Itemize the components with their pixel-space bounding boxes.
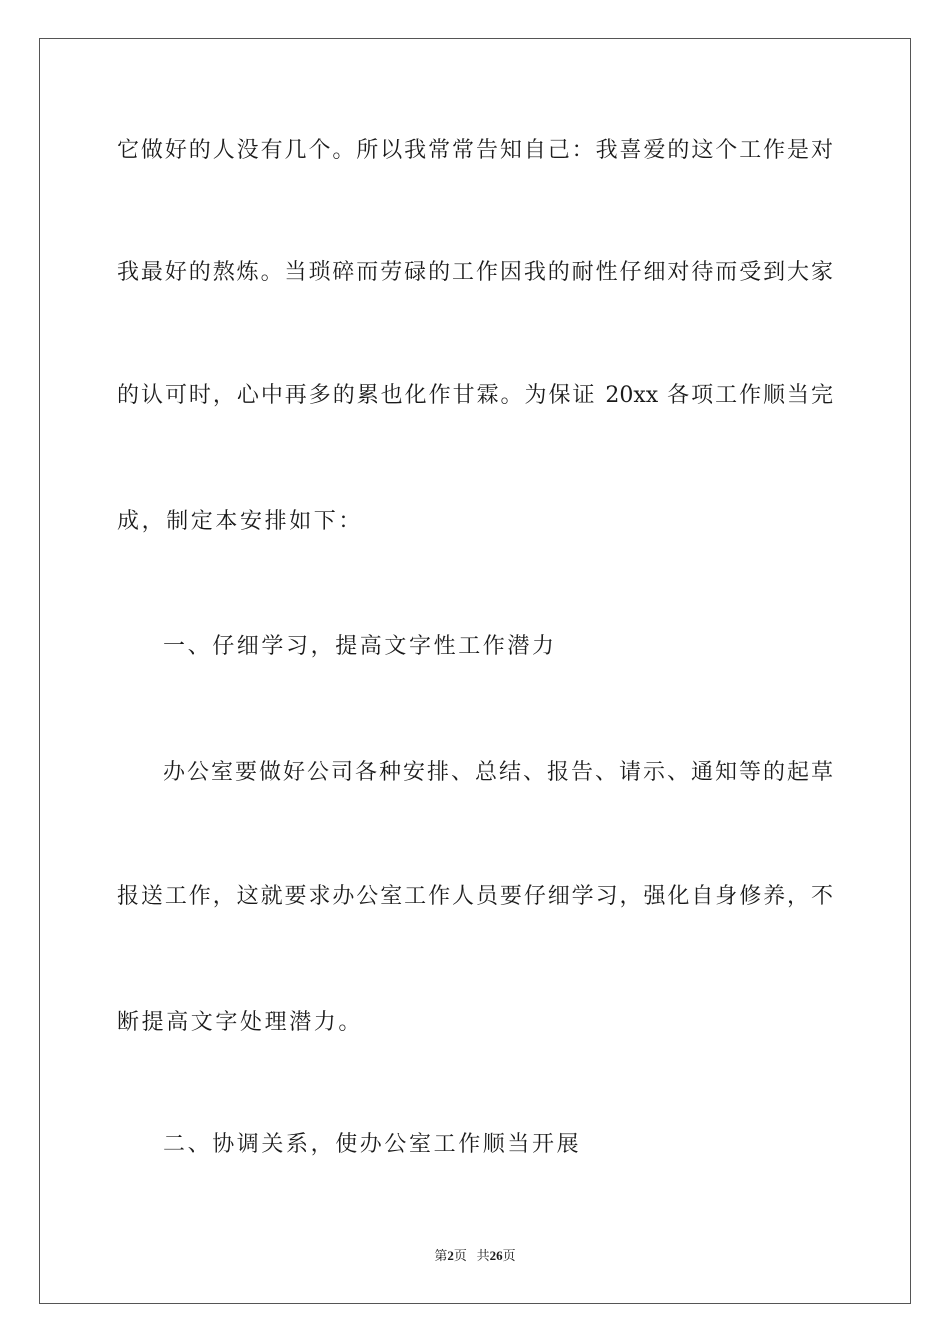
section-heading-2: 二、协调关系，使办公室工作顺当开展 <box>163 1132 582 1157</box>
footer-page-suffix: 页 <box>453 1248 467 1263</box>
footer-page-prefix: 第 <box>434 1248 448 1263</box>
page-footer <box>0 1247 950 1265</box>
footer-total-suffix: 页 <box>502 1248 516 1263</box>
section-heading-1: 一、仔细学习，提高文字性工作潜力 <box>163 634 557 659</box>
paragraph-line-2: 我最好的熬炼。当琐碎而劳碌的工作因我的耐性仔细对待而受到大家 <box>117 260 833 285</box>
paragraph-line-3: 的认可时，心中再多的累也化作甘霖。为保证 20xx 各项工作顺当完 <box>117 383 833 408</box>
footer-page-number: 2 <box>447 1248 454 1263</box>
page-border <box>39 38 911 1304</box>
footer-total-prefix: 共 <box>476 1248 490 1263</box>
footer-total-pages: 26 <box>489 1248 503 1263</box>
paragraph-line-6: 报送工作，这就要求办公室工作人员要仔细学习，强化自身修养，不 <box>117 884 833 909</box>
paragraph-line-7: 断提高文字处理潜力。 <box>117 1010 364 1035</box>
paragraph-line-1: 它做好的人没有几个。所以我常常告知自己：我喜爱的这个工作是对 <box>117 138 833 163</box>
paragraph-line-4: 成，制定本安排如下： <box>117 509 364 534</box>
paragraph-line-5: 办公室要做好公司各种安排、总结、报告、请示、通知等的起草 <box>163 760 833 785</box>
